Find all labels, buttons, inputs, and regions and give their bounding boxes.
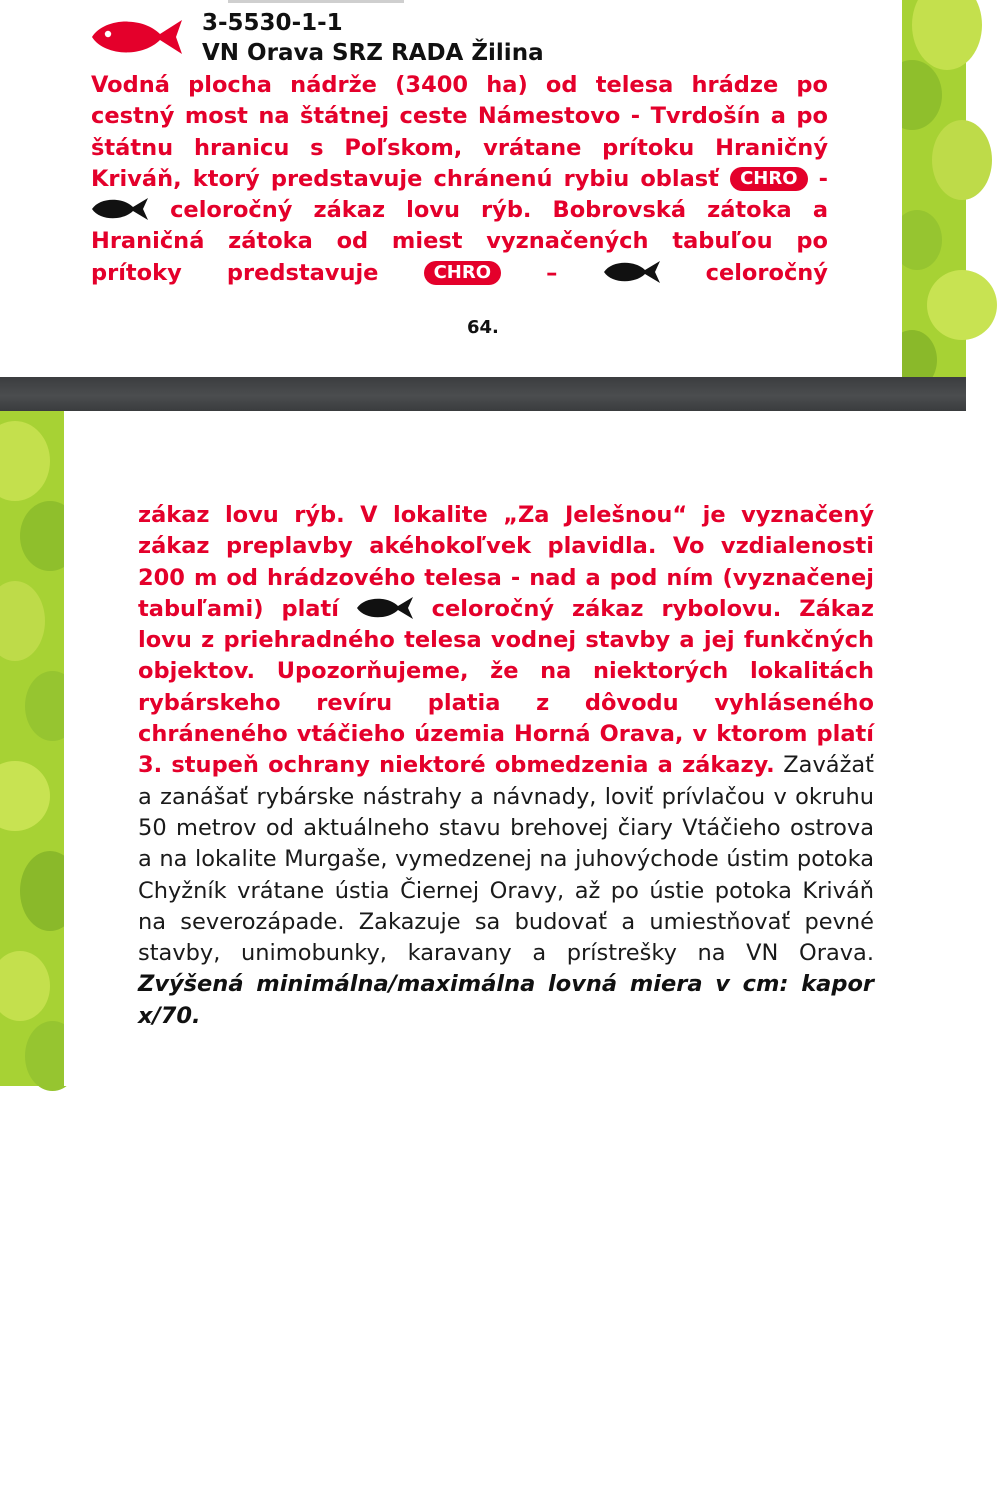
camo-border-left — [0, 411, 64, 1497]
regulation-text-red-a: zákaz lovu rýb. V lokalite „Za Jelešnou“ je vyznačený zákaz preplavby akéhokoľvek plavidla. Vo vzdialenosti 200 m od hrádzového telesa - nad a pod ním (vyznačenej tabuľami) platí — [138, 502, 874, 622]
page-divider — [0, 377, 966, 411]
camo-border-right — [902, 0, 966, 377]
fish-logo-icon — [90, 14, 186, 60]
fish-icon — [91, 196, 149, 222]
revir-name: VN Orava SRZ RADA Žilina — [202, 40, 544, 66]
regulation-text-a: Vodná plocha nádrže (3400 ha) od telesa hrádze po cestný most na štátnej ceste Námestovo - Tvrdošín a po štátnu hranicu s Poľskom, vrátane prítoku Hraničný Kriváň, ktorý predstavuje chránenú rybiu oblasť — [91, 72, 828, 192]
chro-badge: CHRO — [730, 167, 807, 191]
chro-badge: CHRO — [424, 261, 501, 285]
page-number: 64. — [467, 317, 499, 338]
regulation-text-b: celoročný zákaz lovu rýb. Bobrovská zátoka a Hraničná zátoka od miest vyznačených tabuľou po prítoky predstavuje — [91, 197, 828, 286]
regulation-text-top — [91, 70, 828, 289]
separator: - — [818, 165, 829, 192]
top-rule — [228, 0, 404, 3]
regulation-text-c: celoročný — [705, 259, 828, 286]
regulation-text-normal: Zavážať a zanášať rybárske nástrahy a návnady, loviť prívlačou v okruhu 50 metrov od aktuálneho stavu brehovej čiary Vtáčieho ostrova a na lokalite Murgaše, vymedzenej na juhovýchode ústim potoka Chyžník vrátane ústia Čiernej Oravy, až po ústie potoka Kriváň na severozápade. Zakazuje sa budovať a umiestňovať pevné stavby, unimobunky, karavany a prístrešky na VN Orava. — [138, 752, 874, 967]
fish-icon — [356, 595, 414, 621]
fish-icon — [603, 259, 661, 285]
revir-code: 3-5530-1-1 — [202, 10, 343, 36]
size-limit-text: Zvýšená minimálna/maximálna lovná miera v cm: kapor x/70. — [138, 971, 874, 1029]
regulation-text-red-b: celoročný zákaz rybolovu. Zákaz lovu z priehradného telesa vodnej stavby a jej funkčných objektov. Upozorňujeme, že na niektorých lokalitách rybárskeho revíru platia z dôvodu vyhláseného chráneného vtáčieho územia Horná Orava, v ktorom platí 3. stupeň ochrany niektoré obmedzenia a zákazy. — [138, 595, 875, 779]
separator: – — [546, 259, 558, 286]
upper-page — [0, 0, 902, 377]
regulation-text-bottom — [138, 500, 874, 1032]
side-section-label: NSKÁ OBLASŤ — [16, 1268, 41, 1497]
